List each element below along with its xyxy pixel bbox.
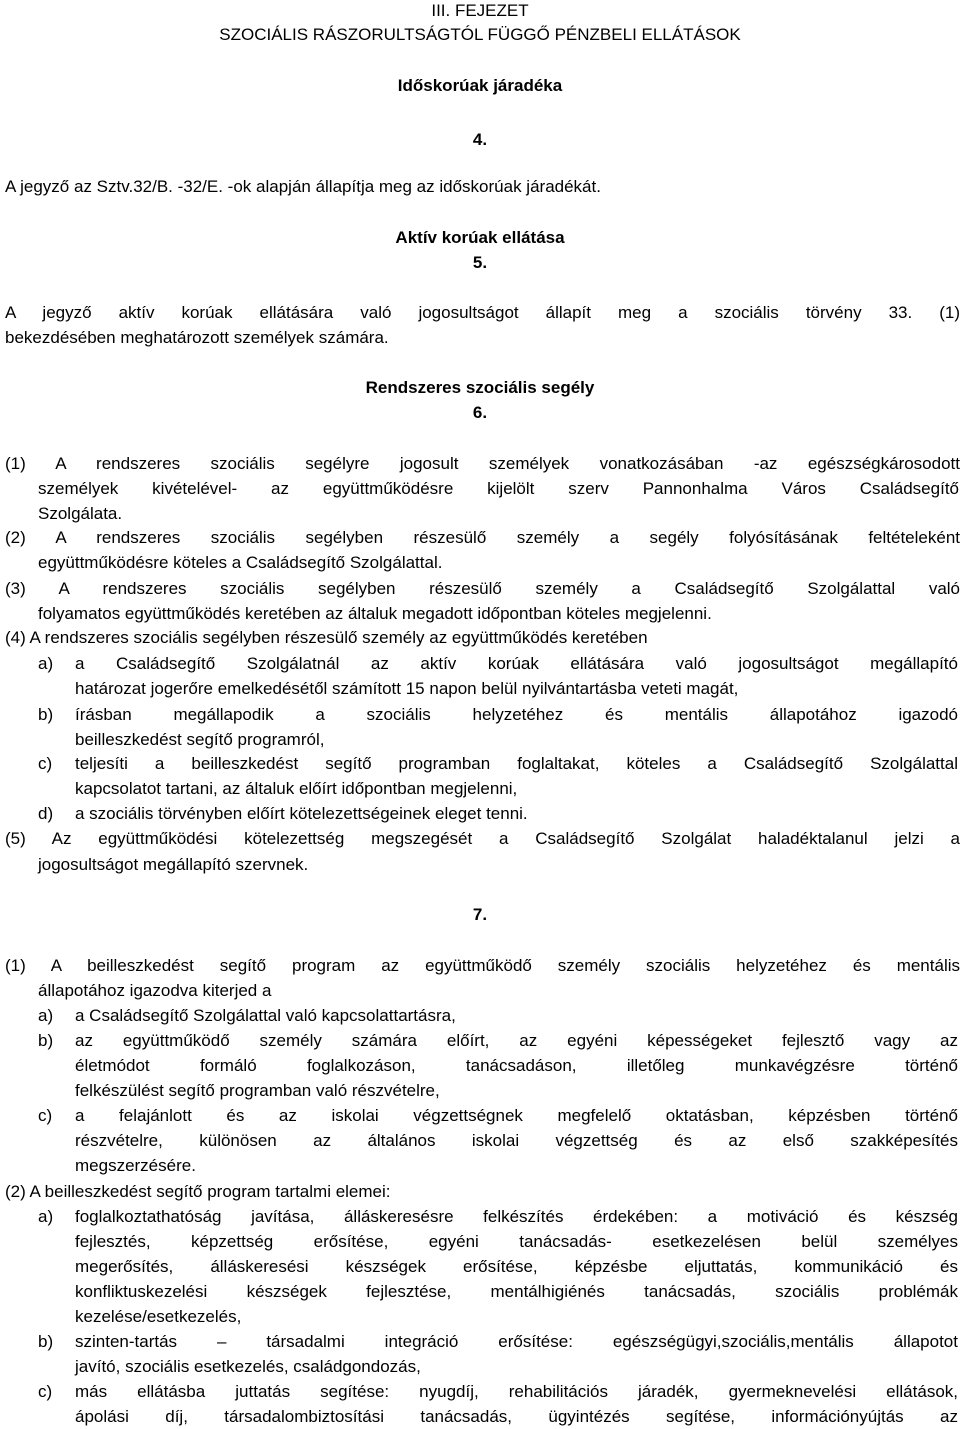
- chapter-number: III. FEJEZET: [431, 1, 529, 20]
- s6-p4-a-line-1: a Családsegítő Szolgálatnál az aktív korúak ellátására való jogosultságot megállapító: [75, 654, 958, 673]
- section-5-line-1: A jegyző aktív korúak ellátására való jogosultságot állapít meg a szociális törvény 33. (1): [5, 303, 960, 322]
- section-6-heading: Rendszeres szociális segély: [365, 378, 595, 397]
- s7-p2-a-line-3: megerősítés, álláskeresési készségek erősítése, képzésbe eljuttatás, kommunikáció és: [75, 1257, 958, 1276]
- s6-p4-d-line-1: a szociális törvényben előírt kötelezettségeinek eleget tenni.: [75, 804, 528, 823]
- chapter-title: SZOCIÁLIS RÁSZORULTSÁGTÓL FÜGGŐ PÉNZBELI ELLÁTÁSOK: [219, 25, 741, 44]
- s7-p1-b-line-2: életmódot formáló foglalkozáson, tanácsadáson, illetőleg munkavégzésre történő: [75, 1056, 958, 1075]
- s6-p2-line-2: együttműködésre köteles a Családsegítő Szolgálattal.: [38, 553, 443, 572]
- s7-p2-a-line-1: foglalkoztathatóság javítása, álláskeresésre felkészítés érdekében: a motiváció és készség: [75, 1207, 958, 1226]
- s6-p4-a-line-2: határozat jogerőre emelkedésétől számított 15 napon belül nyilvántartásba veteti magát,: [75, 679, 739, 698]
- s7-p1-line-1: (1) A beilleszkedést segítő program az együttműködő személy szociális helyzetéhez és mentális: [5, 956, 960, 975]
- s7-p1-c-line-2: részvételre, különösen az általános iskolai végzettség és az első szakképesítés: [75, 1131, 958, 1150]
- s6-p4-b-label: b): [38, 705, 54, 724]
- s6-p4-a-label: a): [38, 654, 54, 673]
- s7-p1-c-line-1: a felajánlott és az iskolai végzettségnek megfelelő oktatásban, képzésben történő: [75, 1106, 958, 1125]
- s6-p4-c-label: c): [38, 754, 53, 773]
- s7-p1-c-label: c): [38, 1106, 53, 1125]
- s7-p1-line-2: állapotához igazodva kiterjed a: [38, 981, 272, 1000]
- s7-p2-b-line-1: szinten-tartás – társadalmi integráció erősítése: egészségügyi,szociális,mentális állapotot: [75, 1332, 958, 1351]
- section-4-heading: Időskorúak járadéka: [397, 76, 563, 95]
- s7-p1-a-label: a): [38, 1006, 54, 1025]
- s7-p2-c-label: c): [38, 1382, 53, 1401]
- s6-p2-line-1: (2) A rendszeres szociális segélyben részesülő személy a segély folyósításának feltételeként: [5, 528, 960, 547]
- s6-p3-line-2: folyamatos együttműködés keretében az általuk megadott időpontban köteles megjelenni.: [38, 604, 712, 623]
- s6-p4-c-line-1: teljesíti a beilleszkedést segítő programban foglaltakat, köteles a Családsegítő Szolgálattal: [75, 754, 958, 773]
- s7-p1-c-line-3: megszerzésére.: [75, 1156, 196, 1175]
- section-5-line-2: bekezdésében meghatározott személyek számára.: [5, 328, 389, 347]
- s7-p1-b-line-3: felkészülést segítő programban való részvételre,: [75, 1081, 440, 1100]
- s7-p1-a-line-1: a Családsegítő Szolgálattal való kapcsolattartásra,: [75, 1006, 456, 1025]
- s6-p4-c-line-2: kapcsolatot tartani, az általuk előírt időpontban megjelenni,: [75, 779, 518, 798]
- section-7-number: 7.: [472, 905, 488, 924]
- s7-p2-intro: (2) A beilleszkedést segítő program tartalmi elemei:: [5, 1182, 391, 1201]
- s7-p2-a-label: a): [38, 1207, 54, 1226]
- s7-p2-a-line-2: fejlesztés, képzettség erősítése, egyéni tanácsadás- esetkezelésen belül személyes: [75, 1232, 958, 1251]
- s7-p2-c-line-2: ápolási díj, társadalombiztosítási tanácsadás, ügyintézés segítése, információnyújtás az: [75, 1407, 958, 1426]
- s6-p1-line-3: Szolgálata.: [38, 504, 123, 523]
- section-6-number: 6.: [472, 403, 488, 422]
- s7-p2-a-line-5: kezelése/esetkezelés,: [75, 1307, 242, 1326]
- section-4-number: 4.: [472, 130, 488, 149]
- s7-p2-a-line-4: konfliktuskezelési készségek fejlesztése, mentálhigiénés tanácsadás, szociális problémák: [75, 1282, 958, 1301]
- s6-p1-line-1: (1) A rendszeres szociális segélyre jogosult személyek vonatkozásában -az egészségkárosodott: [5, 454, 960, 473]
- s6-p5-line-2: jogosultságot megállapító szervnek.: [38, 855, 309, 874]
- s6-p5-line-1: (5) Az együttműködési kötelezettség megszegését a Családsegítő Szolgálat haladéktalanul jelzi a: [5, 829, 960, 848]
- section-5-number: 5.: [472, 253, 488, 272]
- s7-p2-c-line-1: más ellátásba juttatás segítése: nyugdíj, rehabilitációs járadék, gyermeknevelési ellátások,: [75, 1382, 958, 1401]
- section-5-heading: Aktív korúak ellátása: [395, 228, 565, 247]
- s7-p2-b-line-2: javító, szociális esetkezelés, családgondozás,: [75, 1357, 421, 1376]
- s7-p1-b-line-1: az együttműködő személy számára előírt, az egyéni képességeket fejlesztő vagy az: [75, 1031, 958, 1050]
- s7-p1-b-label: b): [38, 1031, 54, 1050]
- s7-p2-b-label: b): [38, 1332, 54, 1351]
- section-4-text: A jegyző az Sztv.32/B. -32/E. -ok alapján állapítja meg az időskorúak járadékát.: [5, 177, 601, 196]
- s6-p4-b-line-2: beilleszkedést segítő programról,: [75, 730, 325, 749]
- s6-p4-b-line-1: írásban megállapodik a szociális helyzetéhez és mentális állapotához igazodó: [75, 705, 958, 724]
- s6-p3-line-1: (3) A rendszeres szociális segélyben részesülő személy a Családsegítő Szolgálattal való: [5, 579, 960, 598]
- s6-p4-intro: (4) A rendszeres szociális segélyben részesülő személy az együttműködés keretében: [5, 628, 648, 647]
- s6-p1-line-2: személyek kivételével- az együttműködésre kijelölt szerv Pannonhalma Város Családsegítő: [38, 479, 959, 498]
- s6-p4-d-label: d): [38, 804, 54, 823]
